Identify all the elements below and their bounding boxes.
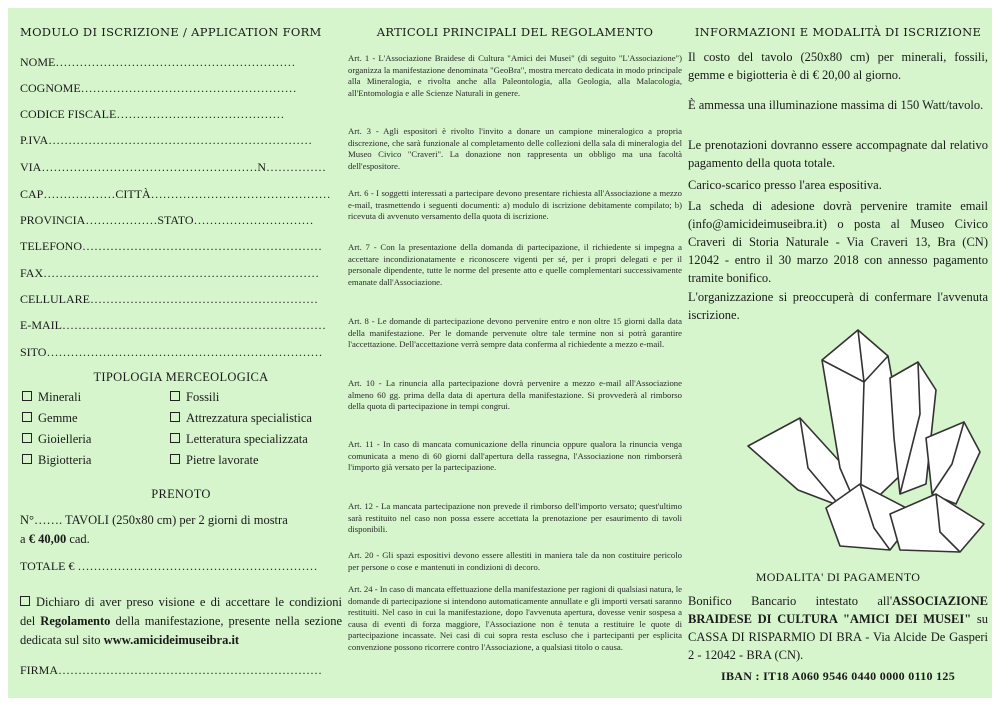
- checkbox[interactable]: [170, 433, 180, 443]
- field-fax[interactable]: FAX……………………………………………………………: [20, 266, 320, 280]
- field-piva[interactable]: P.IVA…………………………………………………………: [20, 133, 313, 147]
- checkbox[interactable]: [170, 454, 180, 464]
- brochure-sheet: [8, 8, 992, 698]
- article-20: Art. 20 - Gli spazi espositivi devono essere allestiti in maniera tale da non costituire pericolo per persone o cose e mantenuti in condizioni di decoro.: [348, 550, 682, 572]
- field-firma[interactable]: FIRMA…………………………………………………………: [20, 663, 323, 677]
- form-title: MODULO DI ISCRIZIONE / APPLICATION FORM: [20, 25, 322, 39]
- crystal-cluster-icon: [740, 318, 990, 558]
- info-booking: Le prenotazioni dovranno essere accompagnate dal relativo pagamento della quota totale.: [688, 138, 988, 170]
- payment-text: Bonifico Bancario intestato all'ASSOCIAZIONE BRAIDESE DI CULTURA "AMICI DEI MUSEI" su CASSA DI RISPARMIO DI BRA - Via Alcide De Gasperi 2 - 12042 - BRA (CN).: [688, 594, 988, 662]
- field-totale[interactable]: TOTALE € ……………………………………………………: [20, 559, 318, 573]
- category-fossili[interactable]: Fossili: [170, 390, 219, 405]
- field-codice-fiscale[interactable]: CODICE FISCALE……………………………………: [20, 107, 285, 121]
- category-pietre-lavorate[interactable]: Pietre lavorate: [170, 453, 259, 468]
- article-6: Art. 6 - I soggetti interessati a partecipare devono presentare richiesta all'Associazione a mezzo e-mail, trasmettendo i seguenti documenti: a) modulo di iscrizione debitamente compilato; b) ricevuta di avvenuto versamento della quota di iscrizione.: [348, 188, 682, 221]
- rules-column: [348, 8, 682, 652]
- article-24: Art. 24 - In caso di mancata effettuazione della manifestazione per ragioni di qualsiasi natura, le domande di partecipazione si intendono automaticamente annullate e gli importi versati saranno restituiti. Nel caso in cui la manifestazione, dopo l'avvenuta apertura, dovesse venir sospesa a causa di eventi di forza maggiore, l'Associazione non è tenuta a restituire le quote di partecipazione incassate. Nei casi di cui sopra resta escluso che i partecipanti per esplicita convenzione possono ricorrere contro l'Associazione, a qualsiasi titolo o causa.: [348, 584, 682, 652]
- checkbox[interactable]: [22, 433, 32, 443]
- article-12: Art. 12 - La mancata partecipazione non prevede il rimborso dell'importo versato; quest'ultimo sarà restituito nel caso non possa essere accettata la prenotazione per esaurimento di tavoli disponibili.: [348, 501, 682, 534]
- category-letteratura[interactable]: Letteratura specializzata: [170, 432, 308, 447]
- checkbox[interactable]: [22, 454, 32, 464]
- category-gemme[interactable]: Gemme: [22, 411, 78, 426]
- booking-title: PRENOTO: [151, 487, 211, 501]
- category-minerali[interactable]: Minerali: [22, 390, 81, 405]
- checkbox[interactable]: [22, 412, 32, 422]
- iban: IBAN : IT18 A060 9546 0440 0000 0110 125: [720, 669, 956, 683]
- checkbox[interactable]: [170, 412, 180, 422]
- checkbox[interactable]: [170, 391, 180, 401]
- field-cognome[interactable]: COGNOME………………………………………………: [20, 81, 297, 95]
- info-loading: Carico-scarico presso l'area espositiva.: [688, 178, 882, 192]
- field-sito[interactable]: SITO……………………………………………………………: [20, 345, 323, 359]
- booking-text: N°……. TAVOLI (250x80 cm) per 2 giorni di mostra a € 40,00 cad.: [20, 513, 288, 546]
- field-nome[interactable]: NOME……………………………………………………: [20, 55, 296, 69]
- article-10: Art. 10 - La rinuncia alla partecipazione dovrà pervenire a mezzo e-mail all'Associazione almeno 60 gg. prima della data di apertura della manifestazione. Si provvederà al rimborso della quota di partecipazione in tempi congrui.: [348, 378, 682, 411]
- info-price: Il costo del tavolo (250x80 cm) per minerali, fossili, gemme e bigiotteria è di € 20,00 al giorno.: [688, 50, 988, 82]
- article-11: Art. 11 - In caso di mancata comunicazione della rinuncia oppure qualora la rinuncia venga comunicata a meno di 60 giorni dall'apertura della rassegna, l'Associazione non rimborserà l'importo già versato per la partecipazione.: [348, 439, 682, 472]
- declaration-checkbox[interactable]: [20, 596, 30, 606]
- info-submission: La scheda di adesione dovrà pervenire tramite email (info@amicideimuseibra.it) o posta al Museo Civico Craveri di Storia Naturale - Via Craveri 13, Bra (CN) 12042 - entro il 30 marzo 2018 con annesso pagamento tramite bonifico.: [688, 199, 988, 285]
- checkbox[interactable]: [22, 391, 32, 401]
- field-telefono[interactable]: TELEFONO……………………………………………………: [20, 239, 322, 253]
- info-column: [688, 8, 988, 683]
- category-bigiotteria[interactable]: Bigiotteria: [22, 453, 91, 468]
- payment-title: MODALITA' DI PAGAMENTO: [755, 570, 921, 584]
- article-1: Art. 1 - L'Associazione Braidese di Cultura "Amici dei Musei" (di seguito "L'Associazione") organizza la manifestazione denominata "GeoBra", mostra mercato dedicata in modo principale alla Mineralogia, e rivolta anche alla Paleontologia, alla Geologia, alla Malacologia, all'Entomologia e alle Scienze Naturali in genere.: [348, 53, 682, 98]
- declaration: Dichiaro di aver preso visione e di accettare le condizioni del Regolamento della manifestazione, presente nella sezione dedicata sul sito www.amicideimuseibra.it: [20, 595, 342, 647]
- article-7: Art. 7 - Con la presentazione della domanda di partecipazione, il richiedente si impegna a accettare incondizionatamente e riconoscere vigenti per sé, per i propri delegati e per il personale dipendente, tutte le norme del presente atto e quelle complementari successivamente emanate dall'Associazione.: [348, 242, 682, 287]
- article-3: Art. 3 - Agli espositori è rivolto l'invito a donare un campione mineralogico a propria discrezione, che sarà funzionale al completamento delle collezioni della sala di mineralogia del Museo Civico "Craveri". La donazione non rappresenta un obbligo ma una facoltà dell'espositore.: [348, 126, 682, 171]
- article-8: Art. 8 - Le domande di partecipazione devono pervenire entro e non oltre 15 giorni dalla data della manifestazione. Per le domande pervenute oltre tale termine non si potrà garantire l'accettazione. Dell'accettazione verrà sempre data conferma al richiedente a mezzo e-mail.: [348, 316, 682, 349]
- field-via[interactable]: VIA………………………………………………N……………: [20, 160, 326, 174]
- info-title: INFORMAZIONI E MODALITÀ DI ISCRIZIONE: [694, 25, 982, 39]
- application-form-column: [20, 8, 342, 677]
- field-email[interactable]: E-MAIL…………………………………………………………: [20, 318, 326, 332]
- info-confirmation: L'organizzazione si preoccuperà di confermare l'avvenuta iscrizione.: [688, 290, 988, 322]
- category-attrezzatura[interactable]: Attrezzatura specialistica: [170, 411, 312, 426]
- info-lighting: È ammessa una illuminazione massima di 150 Watt/tavolo.: [688, 98, 984, 112]
- field-cellulare[interactable]: CELLULARE…………………………………………………: [20, 292, 318, 306]
- category-gioielleria[interactable]: Gioielleria: [22, 432, 91, 447]
- rules-title: ARTICOLI PRINCIPALI DEL REGOLAMENTO: [376, 25, 654, 39]
- field-cap-citta[interactable]: CAP………………CITTÀ………………………………………: [20, 187, 331, 201]
- categories-title: TIPOLOGIA MERCEOLOGICA: [93, 370, 269, 384]
- field-provincia-stato[interactable]: PROVINCIA………………STATO…………………………: [20, 213, 314, 227]
